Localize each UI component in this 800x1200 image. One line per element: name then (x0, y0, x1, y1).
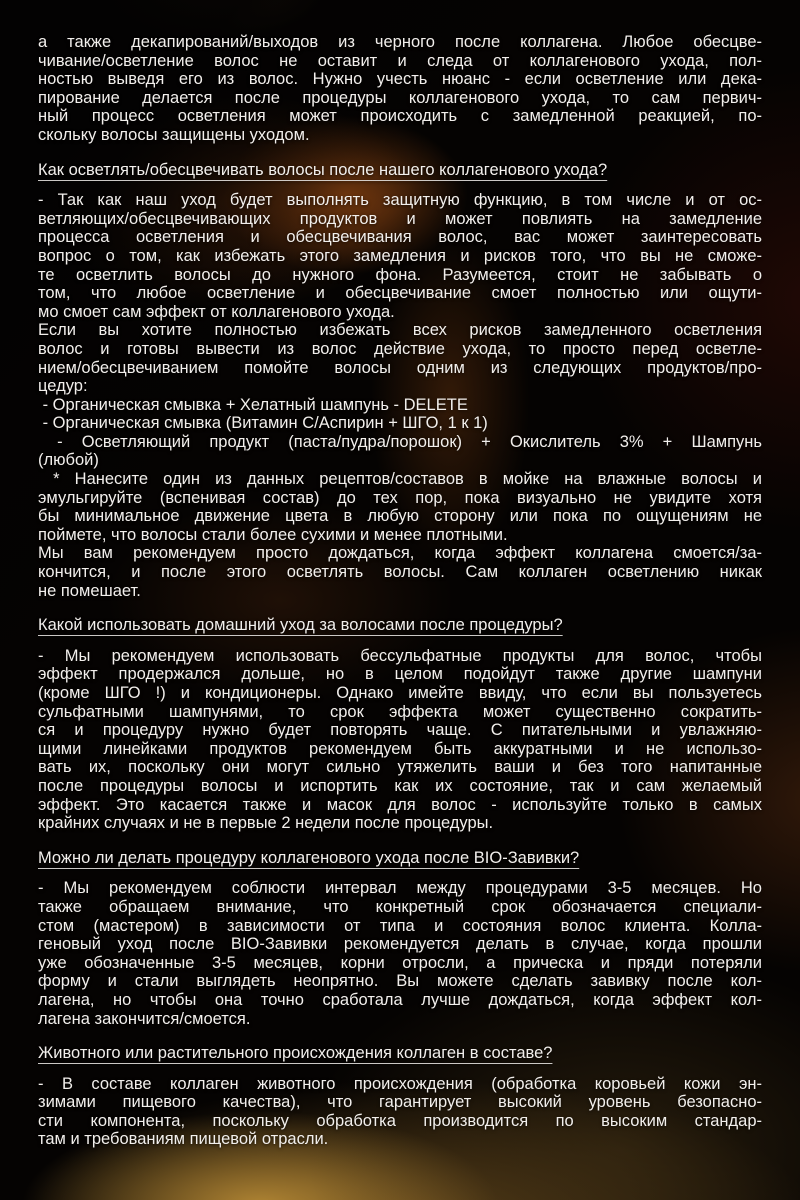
text-line: уже обозначенные 3-5 месяцев, корни отросли, а прическа и пряди потеряли (38, 953, 762, 972)
text-line: ностью выведя его из волос. Нужно учесть нюанс - если осветление или дека- (38, 70, 762, 89)
text-line: эмульгируйте (вспенивая состав) до тех пор, пока визуально не увидите хотя (38, 488, 762, 507)
text-line: лагена, но чтобы она точно сработала лучше дождаться, когда эффект кол- (38, 990, 762, 1009)
text-line: эффект продержался дольше, но в целом подойдут также другие шампуни (38, 665, 762, 684)
section-heading: Можно ли делать процедуру коллагенового ухода после BIO-Завивки? (38, 848, 580, 867)
text-line: - Мы рекомендуем соблюсти интервал между процедурами 3-5 месяцев. Но (38, 879, 762, 898)
text-line: лагена закончится/смоется. (38, 1009, 251, 1028)
text-line: ся и процедуру нужно будет повторять чаще. С питательными и увлажняю- (38, 721, 762, 740)
paragraph (38, 33, 762, 145)
text-line: - Осветляющий продукт (паста/пудра/порошок) + Окислитель 3% + Шампунь (38, 432, 762, 451)
text-line: те осветлить волосы до нужного фона. Разумеется, стоит не забывать о (38, 265, 762, 284)
paragraph (38, 470, 762, 544)
text-line: а также декапирований/выходов из черного после коллагена. Любое обесцве- (38, 33, 762, 51)
paragraph (38, 544, 762, 600)
text-line: нием/обесцвечиванием помойте волосы одним из следующих продуктов/про- (38, 358, 762, 377)
text-line: кончится, и после этого осветлять волосы. Сам коллаген осветлению никак (38, 563, 762, 582)
text-line: - Мы рекомендуем использовать бессульфатные продукты для волос, чтобы (38, 646, 762, 665)
text-line: процесса осветления и обесцвечивания волос, вас может заинтересовать (38, 228, 762, 247)
text-line: - Органическая смывка + Хелатный шампунь - DELETE (38, 395, 468, 414)
text-line: - Органическая смывка (Витамин С/Аспирин + ШГО, 1 к 1) (38, 414, 488, 433)
text-line: там и требованиям пищевой отрасли. (38, 1130, 329, 1149)
text-line: стом (мастером) в зависимости от типа и состояния волос клиента. Колла- (38, 916, 762, 935)
text-line: форму и стали выглядеть неопрятно. Вы можете сделать завивку после кол- (38, 972, 762, 991)
paragraph (38, 433, 762, 470)
section-heading: Какой использовать домашний уход за волосами после процедуры? (38, 616, 563, 635)
text-line: скольку волосы защищены уходом. (38, 125, 310, 144)
text-line: пирование делается после процедуры коллагенового ухода, то сам первич- (38, 88, 762, 107)
text-line: - В составе коллаген животного происхождения (обработка коровьей кожи эн- (38, 1074, 762, 1093)
text-line: цедур: (38, 377, 88, 396)
text-line: сти компонента, поскольку обработка производится по высоким стандар- (38, 1111, 762, 1130)
text-line: крайних случаях и не в первые 2 недели после процедуры. (38, 814, 494, 833)
text-line: Если вы хотите полностью избежать всех рисков замедленного осветления (38, 321, 762, 340)
text-line: поймете, что волосы стали более сухими и менее плотными. (38, 525, 508, 544)
paragraph (38, 647, 762, 833)
text-line: (любой) (38, 451, 99, 470)
paragraph (38, 1075, 762, 1149)
text-line: том, что любое осветление и обесцвечивание смоет полностью или ощути- (38, 284, 762, 303)
text-line: Мы вам рекомендуем просто дождаться, когда эффект коллагена смоется/за- (38, 544, 762, 563)
text-line: зимами пищевого качества), что гарантирует высокий уровень безопасно- (38, 1093, 762, 1112)
text-line: мо смоет сам эффект от коллагенового ухода. (38, 302, 395, 321)
text-line: * Нанесите один из данных рецептов/составов в мойке на влажные волосы и (38, 470, 762, 489)
section-heading: Животного или растительного происхождения коллаген в составе? (38, 1044, 553, 1063)
text-line: не помешает. (38, 581, 141, 600)
text-line: ветляющих/обесцвечивающих продуктов и может повлиять на замедление (38, 209, 762, 228)
text-line: также обращаем внимание, что конкретный срок обозначается специали- (38, 897, 762, 916)
paragraph (38, 396, 762, 415)
text-line: вопрос о том, как избежать этого замедления и рисков того, что вы не сможе- (38, 246, 762, 265)
text-line: сульфатными шампунями, то срок эффекта может существенно сократить- (38, 702, 762, 721)
text-line: щими линейками продуктов рекомендуем быть аккуратными и не использо- (38, 739, 762, 758)
text-line: эффект. Это касается также и масок для волос - используйте только в самых (38, 795, 762, 814)
paragraph (38, 321, 762, 395)
text-line: после процедуры волосы и испортить как их состояние, так и сам желаемый (38, 776, 762, 795)
paragraph (38, 191, 762, 321)
paragraph (38, 879, 762, 1028)
paragraph (38, 414, 762, 433)
text-line: чивание/осветление волос не оставит и следа от коллагенового ухода, пол- (38, 51, 762, 70)
section-heading: Как осветлять/обесцвечивать волосы после нашего коллагенового ухода? (38, 160, 608, 179)
text-line: бы минимальное движение цвета в любую сторону или пока по ощущениям не (38, 507, 762, 526)
text-line: вать их, поскольку они могут сильно утяжелить ваши и без того напитанные (38, 758, 762, 777)
text-line: ный процесс осветления может происходить с замедленной реакцией, по- (38, 107, 762, 126)
text-line: (кроме ШГО !) и кондиционеры. Однако имейте ввиду, что если вы пользуетесь (38, 684, 762, 702)
text-line: геновый уход после BIO-Завивки рекомендуется делать в случае, когда прошли (38, 935, 762, 954)
text-line: волос и готовы вывести из волос действие ухода, то просто перед осветле- (38, 339, 762, 358)
text-line: - Так как наш уход будет выполнять защитную функцию, в том числе и от ос- (38, 191, 762, 210)
